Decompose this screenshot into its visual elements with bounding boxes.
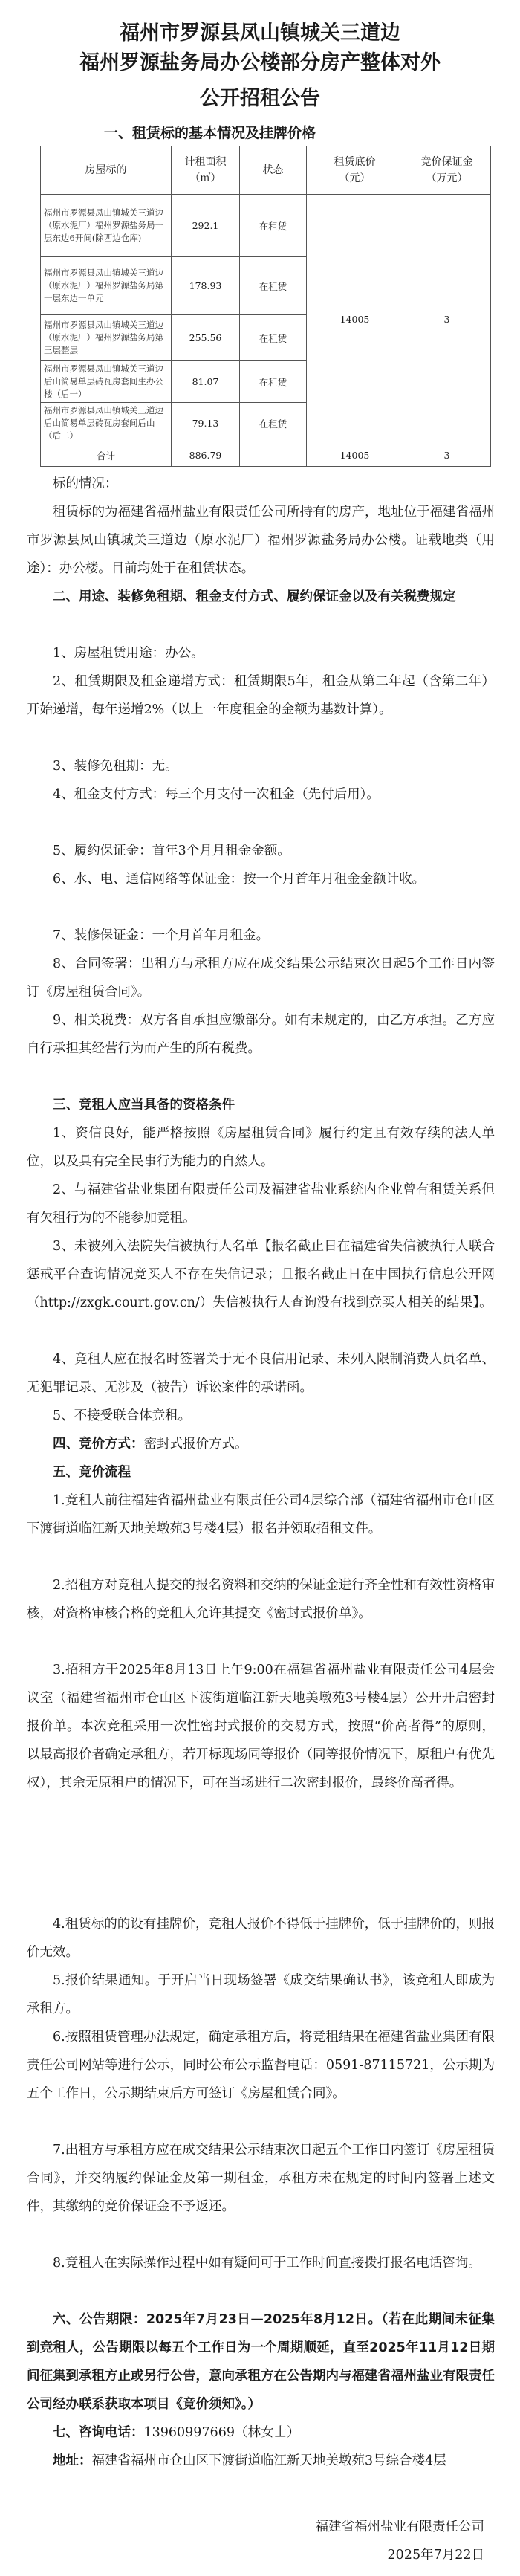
s3-item-1: 1、资信良好，能严格按照《房屋租赁合同》履行约定且有效存续的法人单位，以及具有完全民事行为能力的自然人。	[27, 1126, 495, 1169]
cell-status: 在租赁	[240, 257, 307, 315]
cell-property: 福州市罗源县凤山镇城关三道边（原水泥厂）福州罗源盐务局一层东边6开间(除西边仓库)	[41, 195, 172, 257]
cell-area: 292.1	[172, 195, 240, 257]
intro-paragraph: 租赁标的为福建省福州盐业有限责任公司所持有的房产，地址位于福建省福州市罗源县凤山镇城关三道边（原水泥厂）福州罗源盐务局办公楼。证载地类（用途）：办公楼。目前均处于在租赁状态。	[27, 505, 495, 576]
s3-item-5: 5、不接受联合体竞租。	[53, 1408, 192, 1423]
table-row	[41, 195, 491, 257]
s5-item-8: 8.竞租人在实际操作过程中如有疑问可于工作时间直接拨打报名电话咨询。	[53, 2256, 481, 2271]
cell-property: 福州市罗源县凤山镇城关三道边（原水泥厂）福州罗源盐务局第三层整层	[41, 315, 172, 361]
title-line-2: 福州罗源盐务局办公楼部分房产整体对外	[79, 51, 441, 74]
table-header-row	[41, 146, 491, 195]
s2-item-8: 8、合同签署：出租方与承租方应在成交结果公示结束次日起5个工作日内签订《房屋租赁合同》。	[27, 957, 495, 1000]
s2-item-5: 5、履约保证金：首年3个月月租金金额。	[53, 844, 290, 858]
cell-total-area: 886.79	[172, 444, 240, 467]
cell-area: 178.93	[172, 257, 240, 315]
cell-total-label: 合计	[41, 444, 172, 467]
cell-deposit: 3	[403, 195, 491, 444]
section-5-heading: 五、竞价流程	[53, 1465, 131, 1480]
title-line-3: 公开招租公告	[200, 87, 320, 110]
col-header-base-price: 租赁底价 （元）	[307, 146, 403, 195]
s5-item-6: 6.按照租赁管理办法规定，确定承租方后，将竞租结果在福建省盐业集团有限责任公司网站等进行公示，同时公布公示监督电话：0591-87115721，公示期为五个工作日，公示期结束后方可签订《房屋租赁合同》。	[27, 2030, 495, 2101]
cell-base-price: 14005	[307, 195, 403, 444]
col-header-property: 房屋标的	[41, 146, 172, 195]
section-7-address	[27, 2447, 495, 2475]
cell-area: 255.56	[172, 315, 240, 361]
s5-item-7: 7.出租方与承租方应在成交结果公示结束次日起五个工作日内签订《房屋租赁合同》，并交纳履约保证金及第一期租金，承租方未在规定的时间内签署上述文件，其缴纳的竞价保证金不予返还。	[27, 2143, 495, 2214]
address-label: 地址：	[53, 2453, 92, 2468]
s2-item-9: 9、相关税费：双方各自承担应缴部分。如有未规定的，由乙方承担。乙方应自行承担其经营行为而产生的所有税费。	[27, 1013, 495, 1056]
s2-item-4: 4、租金支付方式：每三个月支付一次租金（先付后用）。	[53, 787, 380, 802]
intro-label: 标的情况：	[53, 476, 118, 491]
s3-item-4: 4、竞租人应在报名时签署关于无不良信用记录、未列入限制消费人员名单、无犯罪记录、无涉及（被告）诉讼案件的承诺函。	[27, 1352, 495, 1395]
cell-status: 在租赁	[240, 403, 307, 444]
col-header-deposit: 竞价保证金 （万元）	[403, 146, 491, 195]
s3-item-2: 2、与福建省盐业集团有限责任公司及福建省盐业系统内企业曾有租赁关系但有欠租行为的不能参加竞租。	[27, 1182, 495, 1226]
col-header-area: 计租面积 （㎡）	[172, 146, 240, 195]
s2-item-1-pre: 1、房屋租赁用途：	[53, 646, 166, 661]
section-2-heading: 二、用途、装修免租期、租金支付方式、履约保证金以及有关税费规定	[53, 589, 456, 604]
title-line-1: 福州市罗源县凤山镇城关三道边	[120, 22, 400, 45]
cell-total-price: 14005	[307, 444, 403, 467]
listing-table	[40, 146, 491, 467]
cell-property: 福州市罗源县凤山镇城关三道边后山简易单层砖瓦房套间后山（后二）	[41, 403, 172, 444]
s3-item-3: 3、未被列入法院失信被执行人名单【报名截止日在福建省失信被执行人联合惩戒平台查询情况竞买人不存在失信记录；且报名截止日在中国执行信息公开网（http://zxgk.court.gov.cn/）失信被执行人查询没有找到竞买人相关的结果】。	[27, 1239, 495, 1310]
s2-item-2: 2、租赁期限及租金递增方式：租赁期限5年，租金从第二年起（含第二年）开始递增，每年递增2%（以上一年度租金的金额为基数计算）。	[27, 674, 495, 717]
cell-area: 79.13	[172, 403, 240, 444]
footer-company: 福建省福州盐业有限责任公司	[315, 2520, 484, 2534]
s2-item-6: 6、水、电、通信网络等保证金：按一个月首年月租金金额计收。	[53, 872, 426, 887]
s2-item-7: 7、装修保证金：一个月首年月租金。	[53, 928, 270, 943]
section-4-heading: 四、竞价方式：	[53, 1437, 144, 1452]
cell-area: 81.07	[172, 361, 240, 403]
s5-item-3: 3.招租方于2025年8月13日上午9:00在福建省福州盐业有限责任公司4层会议室（福建省福州市仓山区下渡街道临江新天地美墩苑3号楼4层）公开开启密封报价单。本次竞租采用一次性密封式报价的交易方式，按照“价高者得”的原则，以最高报价者确定承租方，若开标现场同等报价（同等报价情况下，原租户有优先权），其余无原租户的情况下，可在当场进行二次密封报价，最终价高者得。	[27, 1663, 495, 1790]
contact-phone: 13960997669（林女士）	[143, 2425, 300, 2440]
cell-total-deposit: 3	[403, 444, 491, 467]
s5-item-1: 1.竞租人前往福建省福州盐业有限责任公司4层综合部（福建省福州市仓山区下渡街道临江新天地美墩苑3号楼4层）报名并领取招租文件。	[27, 1493, 495, 1536]
section-7-phone	[27, 2418, 495, 2447]
table-total-row	[41, 444, 491, 467]
s5-item-5: 5.报价结果通知。于开启当日现场签署《成交结果确认书》，该竞租人即成为承租方。	[27, 1973, 495, 2016]
col-header-status: 状态	[240, 146, 307, 195]
usage-value: 办公	[165, 646, 192, 661]
cell-status: 在租赁	[240, 361, 307, 403]
cell-property: 福州市罗源县凤山镇城关三道边（原水泥厂）福州罗源盐务局第一层东边一单元	[41, 257, 172, 315]
s5-item-2: 2.招租方对竞租人提交的报名资料和交纳的保证金进行齐全性和有效性资格审核，对资格审核合格的竞租人允许其提交《密封式报价单》。	[27, 1578, 495, 1621]
section-3-heading: 三、竞租人应当具备的资格条件	[53, 1098, 235, 1113]
s2-item-1-post: 。	[191, 646, 204, 661]
cell-status: 在租赁	[240, 315, 307, 361]
section-4-text: 密封式报价方式。	[143, 1437, 248, 1452]
section-4	[27, 1430, 495, 1458]
section-6: 六、公告期限：2025年7月23日—2025年8月12日。（若在此期间未征集到竞租人，公告期限以每五个工作日为一个周期顺延，直至2025年11月12日期间征集到承租方止或另行公告，意向承租方在公告期内与福建省福州盐业有限责任公司经办联系获取本项目《竞价须知》。）	[27, 2312, 495, 2412]
section-7-heading: 七、咨询电话：	[53, 2425, 144, 2440]
section-1-heading: 一、租赁标的基本情况及挂牌价格	[104, 125, 316, 141]
s5-item-4: 4.租赁标的的设有挂牌价，竞租人报价不得低于挂牌价，低于挂牌价的，则报价无效。	[27, 1917, 495, 1960]
cell-status: 在租赁	[240, 195, 307, 257]
cell-property: 福州市罗源县凤山镇城关三道边后山简易单层砖瓦房套间生办公楼（后一）	[41, 361, 172, 403]
footer-date: 2025年7月22日	[387, 2548, 484, 2563]
s2-item-3: 3、装修免租期：无。	[53, 759, 178, 774]
s2-item-1	[27, 639, 495, 667]
address-text: 福建省福州市仓山区下渡街道临江新天地美墩苑3号综合楼4层	[91, 2453, 446, 2468]
cell-total-status	[240, 444, 307, 467]
